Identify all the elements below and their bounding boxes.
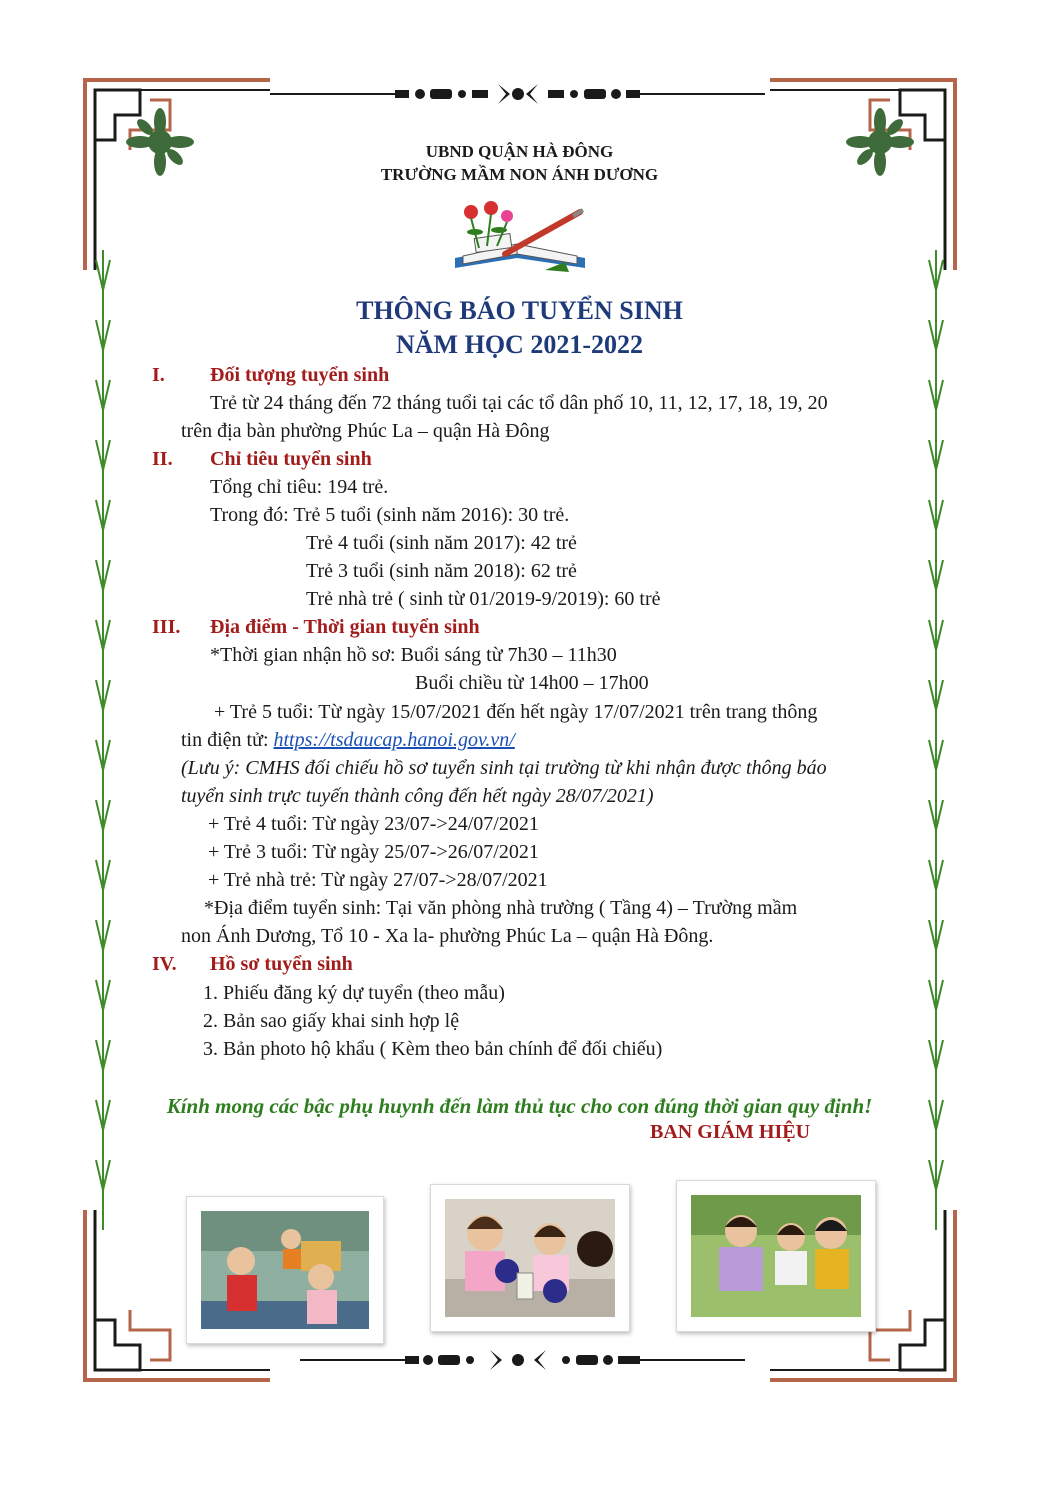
time-morning: *Thời gian nhận hồ sơ: Buổi sáng từ 7h30 – 11h30 <box>210 644 617 666</box>
quota-age5: Trong đó: Trẻ 5 tuổi (sinh năm 2016): 30 trẻ. <box>210 504 570 526</box>
note-line1: (Lưu ý: CMHS đối chiếu hồ sơ tuyển sinh tại trường từ khi nhận được thông báo <box>181 757 827 779</box>
note-line2: tuyển sinh trực tuyến thành công đến hết ngày 28/07/2021) <box>181 785 654 807</box>
closing-message: Kính mong các bậc phụ huynh đến làm thủ tục cho con đúng thời gian quy định! <box>166 1094 873 1118</box>
photo-children-playground <box>186 1196 384 1344</box>
book-pen-flower-icon <box>445 198 595 284</box>
photo-children-experiment <box>430 1184 630 1332</box>
section-3-title: Địa điểm - Thời gian tuyển sinh <box>210 616 480 638</box>
schedule-age3: + Trẻ 3 tuổi: Từ ngày 25/07->26/07/2021 <box>208 841 539 863</box>
section-1-line1: Trẻ từ 24 tháng đến 72 tháng tuổi tại các tổ dân phố 10, 11, 12, 17, 18, 19, 20 <box>210 392 828 414</box>
section-2-number: II. <box>152 448 173 470</box>
location-line2: non Ánh Dương, Tổ 10 - Xa la- phường Phúc La – quận Hà Đông. <box>181 925 714 947</box>
section-2-title: Chỉ tiêu tuyển sinh <box>210 448 372 470</box>
section-4-number: IV. <box>152 953 177 975</box>
district-name: UBND QUẬN HÀ ĐÔNG <box>425 142 614 161</box>
quota-total: Tổng chỉ tiêu: 194 trẻ. <box>210 476 389 498</box>
schedule-age4: + Trẻ 4 tuổi: Từ ngày 23/07->24/07/2021 <box>208 813 539 835</box>
section-3-number: III. <box>152 616 181 638</box>
document-item: 3. Bản photo hộ khẩu ( Kèm theo bản chính để đối chiếu) <box>203 1038 663 1060</box>
right-vine-icon <box>929 250 943 1230</box>
school-name: TRƯỜNG MẦM NON ÁNH DƯƠNG <box>380 165 659 184</box>
document-item: 2. Bản sao giấy khai sinh hợp lệ <box>203 1010 460 1032</box>
section-1-title: Đối tượng tuyển sinh <box>210 364 390 386</box>
photo-children-lawn <box>676 1180 876 1332</box>
school-year: NĂM HỌC 2021-2022 <box>396 330 643 359</box>
section-1-line2: trên địa bàn phường Phúc La – quận Hà Đông <box>181 420 550 442</box>
quota-age4: Trẻ 4 tuổi (sinh năm 2017): 42 trẻ <box>306 532 577 554</box>
time-afternoon: Buổi chiều từ 14h00 – 17h00 <box>415 672 649 694</box>
notice-title: THÔNG BÁO TUYỂN SINH <box>356 296 683 325</box>
location-line1: *Địa điểm tuyển sinh: Tại văn phòng nhà trường ( Tầng 4) – Trường mầm <box>204 897 798 919</box>
left-vine-icon <box>96 250 110 1230</box>
bottom-divider-icon <box>300 1350 745 1370</box>
top-divider-icon <box>270 84 765 104</box>
quota-age3: Trẻ 3 tuổi (sinh năm 2018): 62 trẻ <box>306 560 577 582</box>
signature: BAN GIÁM HIỆU <box>650 1121 811 1143</box>
online-portal-line <box>181 729 515 752</box>
quota-nursery: Trẻ nhà trẻ ( sinh từ 01/2019-9/2019): 60 trẻ <box>306 588 661 610</box>
schedule-nursery: + Trẻ nhà trẻ: Từ ngày 27/07->28/07/2021 <box>208 869 548 891</box>
document-item: 1. Phiếu đăng ký dự tuyển (theo mẫu) <box>203 982 505 1004</box>
online-portal-prefix: tin điện tử: <box>181 729 274 751</box>
section-1-number: I. <box>152 364 165 386</box>
online-portal-link[interactable]: https://tsdaucap.hanoi.gov.vn/ <box>273 729 515 751</box>
schedule-age5: + Trẻ 5 tuổi: Từ ngày 15/07/2021 đến hết ngày 17/07/2021 trên trang thông <box>214 701 818 723</box>
section-4-title: Hồ sơ tuyển sinh <box>210 953 353 975</box>
